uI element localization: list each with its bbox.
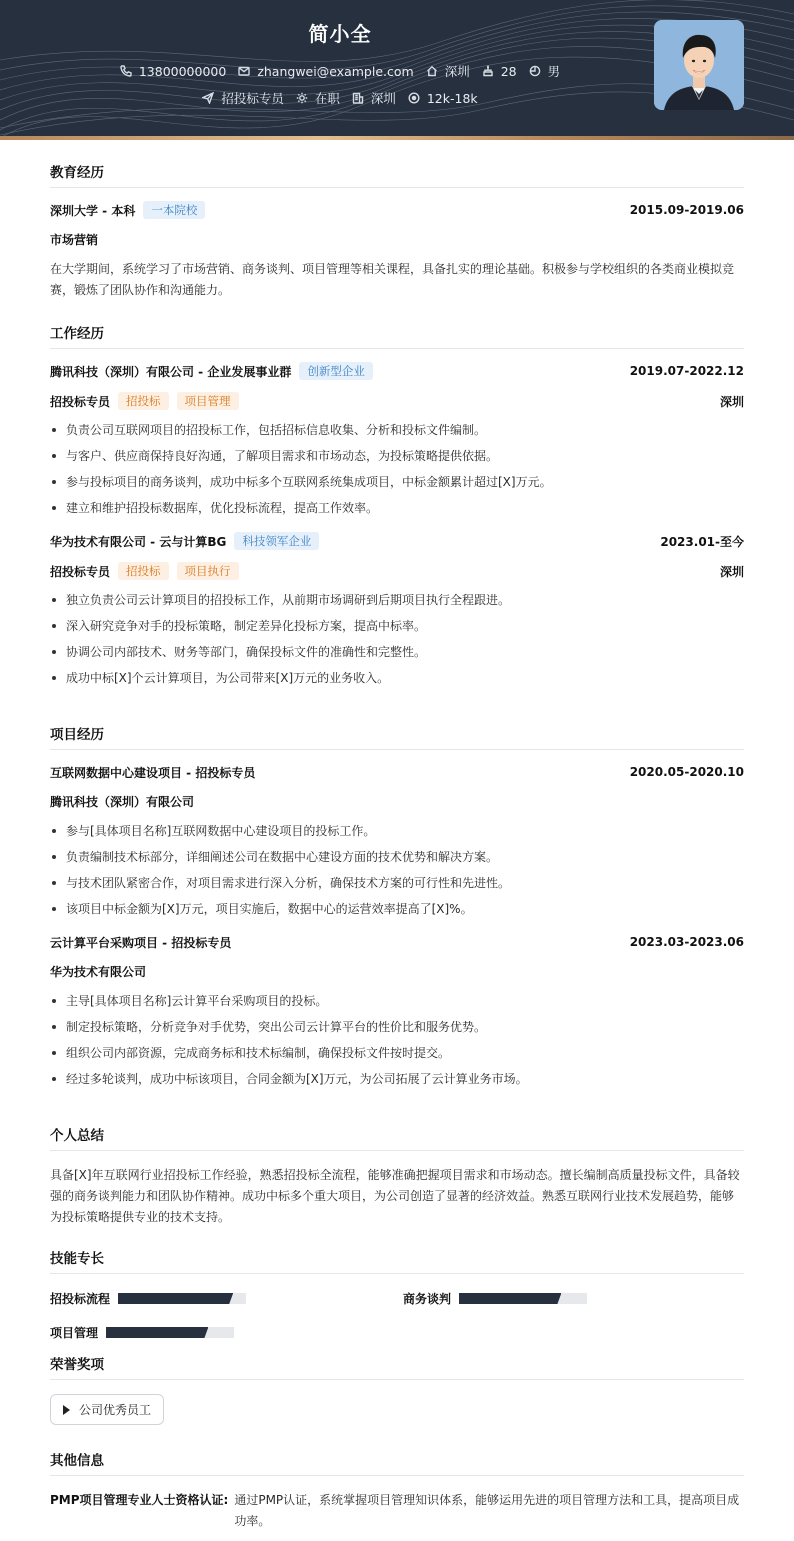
- project-bullets: [50, 988, 744, 1092]
- awards-section: [50, 1350, 744, 1440]
- project-name: 云计算平台采购项目 - 招投标专员: [50, 935, 232, 950]
- mail-icon: [238, 65, 250, 77]
- list-item: 成功中标[X]个云计算项目，为公司带来[X]万元的业务收入。: [50, 665, 744, 691]
- status-icon: [296, 92, 308, 104]
- list-item: 制定投标策略，分析竞争对手优势，突出公司云计算平台的性价比和服务优势。: [50, 1014, 744, 1040]
- skill-tag: 项目执行: [177, 562, 239, 580]
- salary-icon: [408, 92, 420, 104]
- section-title: 荣誉奖项: [50, 1350, 744, 1380]
- work-bullets: [50, 417, 744, 521]
- award-item[interactable]: [50, 1394, 164, 1425]
- work-city-info: 深圳: [352, 89, 396, 107]
- summary-text: 具备[X]年互联网行业招投标工作经验，熟悉招投标全流程，能够准确把握项目需求和市场动态。擅长编制高质量投标文件，具备较强的商务谈判能力和团队协作精神。成功中标多个重大项目，为公司创造了显著的经济效益。熟悉互联网行业技术发展趋势，能够为投标策略提供专业的技术支持。: [50, 1168, 740, 1224]
- skill-tag: 招投标: [118, 562, 169, 580]
- work-role-row: [50, 391, 744, 411]
- skills-section: [50, 1244, 744, 1344]
- other-item-value: 通过PMP认证，系统掌握项目管理知识体系，能够运用先进的项目管理方法和工具，提高项目成功率。: [234, 1493, 740, 1528]
- list-item: 与技术团队紧密合作，对项目需求进行深入分析，确保技术方案的可行性和先进性。: [50, 870, 744, 896]
- avatar-portrait: [654, 20, 744, 110]
- work-header-row: [50, 361, 744, 381]
- other-item: [50, 1490, 744, 1532]
- award-name: 公司优秀员工: [79, 1403, 152, 1417]
- section-title: 个人总结: [50, 1121, 744, 1151]
- major: 市场营销: [50, 233, 99, 247]
- other-item-key: PMP项目管理专业人士资格认证:: [50, 1493, 229, 1507]
- company-tag: 科技领军企业: [234, 532, 319, 550]
- list-item: 负责公司互联网项目的招投标工作，包括招标信息收集、分析和投标文件编制。: [50, 417, 744, 443]
- section-title: 项目经历: [50, 720, 744, 750]
- skill-name: 商务谈判: [403, 1292, 452, 1306]
- candidate-name: 简小全: [308, 22, 372, 46]
- project-item: [50, 932, 744, 1092]
- list-item: 该项目中标金额为[X]万元，项目实施后，数据中心的运营效率提高了[X]%。: [50, 896, 744, 922]
- list-item: 与客户、供应商保持良好沟通，了解项目需求和市场动态，为投标策略提供依据。: [50, 443, 744, 469]
- gender-info: 男: [529, 62, 561, 80]
- age-icon: [482, 65, 494, 77]
- skill-bar-fill: [459, 1293, 561, 1304]
- section-title: 教育经历: [50, 158, 744, 188]
- skill-tag: 招投标: [118, 392, 169, 410]
- school-name: 深圳大学 - 本科: [50, 203, 136, 218]
- work-section: [50, 319, 744, 691]
- work-item: [50, 361, 744, 521]
- email-info: zhangwei@example.com: [238, 64, 413, 79]
- job-role: 招投标专员: [50, 564, 111, 579]
- work-location: 深圳: [719, 394, 744, 409]
- work-date: 2023.01-至今: [660, 534, 744, 549]
- header-accent-line: [0, 136, 794, 140]
- company-tag: 创新型企业: [299, 362, 373, 380]
- work-header-row: [50, 531, 744, 551]
- education-description: 在大学期间，系统学习了市场营销、商务谈判、项目管理等相关课程，具备扎实的理论基础。积极参与学校组织的各类商业模拟竞赛，锻炼了团队协作和沟通能力。: [50, 262, 735, 297]
- resume-header: [0, 0, 794, 140]
- gender-icon: [529, 65, 541, 77]
- skill-bar: [459, 1293, 587, 1304]
- project-item: [50, 762, 744, 922]
- section-title: 工作经历: [50, 319, 744, 349]
- company-name: 华为技术有限公司 - 云与计算BG: [50, 534, 227, 549]
- skill-name: 项目管理: [50, 1326, 99, 1340]
- skill-item: [50, 1290, 246, 1307]
- skill-name: 招投标流程: [50, 1292, 111, 1306]
- contact-row: [0, 62, 680, 80]
- section-title: 技能专长: [50, 1244, 744, 1274]
- salary-info: 12k-18k: [408, 91, 478, 106]
- list-item: 建立和维护招投标数据库，优化投标流程，提高工作效率。: [50, 495, 744, 521]
- work-bullets: [50, 587, 744, 691]
- work-location: 深圳: [719, 564, 744, 579]
- section-title: 其他信息: [50, 1446, 744, 1476]
- skill-bar-fill: [106, 1327, 208, 1338]
- phone-icon: [120, 65, 132, 77]
- project-name: 互联网数据中心建设项目 - 招投标专员: [50, 765, 256, 780]
- home-icon: [426, 65, 438, 77]
- project-bullets: [50, 818, 744, 922]
- education-section: [50, 158, 744, 301]
- company-name: 腾讯科技（深圳）有限公司 - 企业发展事业群: [50, 364, 292, 379]
- project-header-row: [50, 932, 744, 952]
- project-header-row: [50, 762, 744, 782]
- age-info: 28: [482, 64, 517, 79]
- education-date: 2015.09-2019.06: [629, 203, 744, 217]
- skill-bar: [118, 1293, 246, 1304]
- caret-right-icon: [63, 1405, 70, 1415]
- work-item: [50, 531, 744, 691]
- skill-tag: 项目管理: [177, 392, 239, 410]
- job-role: 招投标专员: [50, 394, 111, 409]
- education-header-row: [50, 200, 744, 220]
- other-section: [50, 1446, 744, 1536]
- building-icon: [352, 92, 364, 104]
- list-item: 组织公司内部资源，完成商务标和技术标编制，确保投标文件按时提交。: [50, 1040, 744, 1066]
- list-item: 协调公司内部技术、财务等部门，确保投标文件的准确性和完整性。: [50, 639, 744, 665]
- project-company: 华为技术有限公司: [50, 965, 147, 979]
- list-item: 参与[具体项目名称]互联网数据中心建设项目的投标工作。: [50, 818, 744, 844]
- list-item: 深入研究竞争对手的投标策略，制定差异化投标方案，提高中标率。: [50, 613, 744, 639]
- job-intent-row: [0, 89, 680, 107]
- position-info: 招投标专员: [202, 89, 284, 107]
- list-item: 经过多轮谈判，成功中标该项目，合同金额为[X]万元，为公司拓展了云计算业务市场。: [50, 1066, 744, 1092]
- project-date: 2020.05-2020.10: [629, 765, 744, 779]
- work-role-row: [50, 561, 744, 581]
- send-icon: [202, 92, 214, 104]
- skill-bar-fill: [118, 1293, 233, 1304]
- project-date: 2023.03-2023.06: [629, 935, 744, 949]
- phone-info: 13800000000: [120, 64, 226, 79]
- list-item: 参与投标项目的商务谈判，成功中标多个互联网系统集成项目，中标金额累计超过[X]万元。: [50, 469, 744, 495]
- project-company: 腾讯科技（深圳）有限公司: [50, 795, 195, 809]
- summary-section: [50, 1121, 744, 1228]
- skill-bar: [106, 1327, 234, 1338]
- school-tag: 一本院校: [143, 201, 205, 219]
- work-date: 2019.07-2022.12: [629, 364, 744, 378]
- status-info: 在职: [296, 89, 340, 107]
- list-item: 负责编制技术标部分，详细阐述公司在数据中心建设方面的技术优势和解决方案。: [50, 844, 744, 870]
- list-item: 主导[具体项目名称]云计算平台采购项目的投标。: [50, 988, 744, 1014]
- project-section: [50, 720, 744, 1092]
- avatar: [654, 20, 744, 110]
- list-item: 独立负责公司云计算项目的招投标工作，从前期市场调研到后期项目执行全程跟进。: [50, 587, 744, 613]
- skill-item: [403, 1290, 587, 1307]
- skill-item: [50, 1324, 234, 1341]
- city-info: 深圳: [426, 62, 470, 80]
